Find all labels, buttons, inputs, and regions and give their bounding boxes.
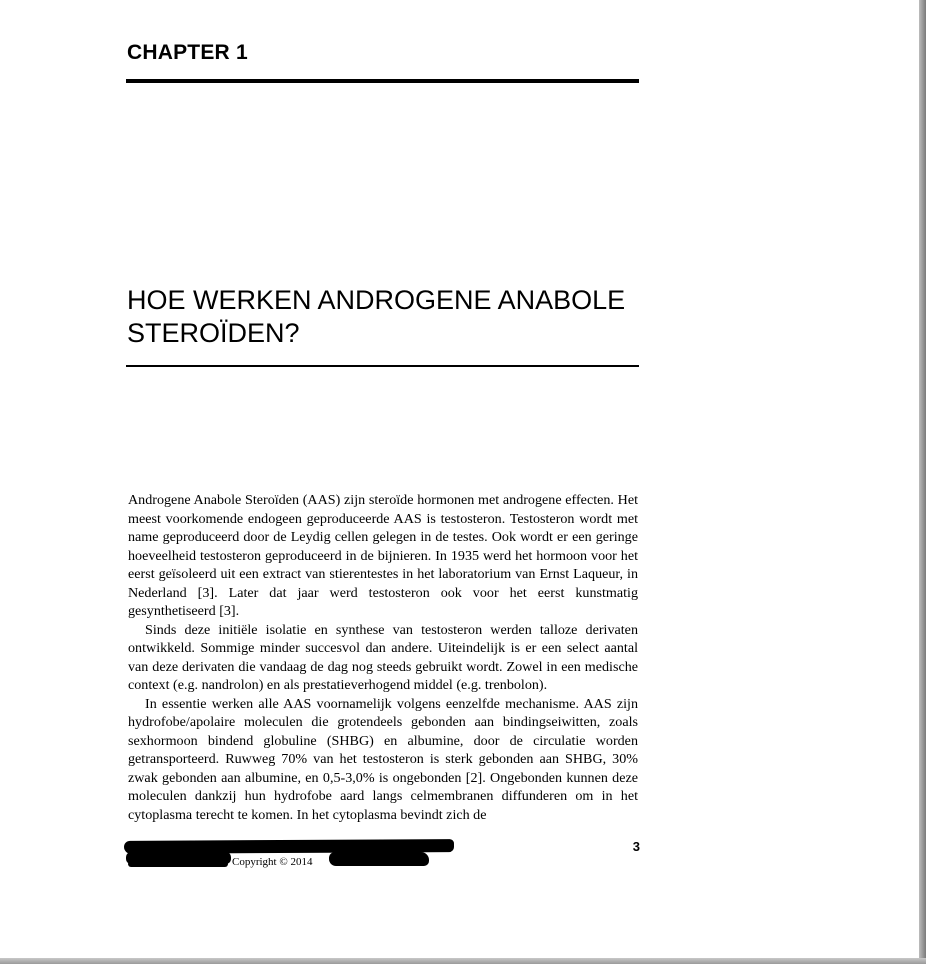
body-text <box>128 491 638 824</box>
copyright-notice: Copyright © 2014 <box>232 856 313 868</box>
chapter-title-line-2: STEROÏDEN? <box>127 318 300 348</box>
paragraph-3: In essentie werken alle AAS voornamelijk volgens eenzelfde mechanisme. AAS zijn hydrofobe/apolaire moleculen die grotendeels gebonden aan bindingseiwitten, zoals sexhormoon bindend globuline (SHBG) en albumine, door de circulatie worden getransporteerd. Ruwweg 70% van het testosteron is sterk gebonden aan SHBG, 30% zwak gebonden aan albumine, en 0,5-3,0% is ongebonden [2]. Ongebonden kunnen deze moleculen dankzij hun hydrofobe aard langs celmembranen diffunderen om in het cytoplasma terecht te komen. In het cytoplasma bevindt zich de <box>128 695 638 823</box>
page-footer <box>124 836 640 876</box>
redaction-mark <box>329 852 429 866</box>
redaction-mark <box>128 861 228 867</box>
page-number: 3 <box>632 839 640 854</box>
chapter-title <box>127 284 647 350</box>
title-rule <box>126 365 639 367</box>
chapter-rule <box>126 79 639 83</box>
viewer-bottom-edge <box>0 958 926 964</box>
viewer-right-edge <box>919 0 926 964</box>
chapter-title-line-1: HOE WERKEN ANDROGENE ANABOLE <box>127 285 626 315</box>
paragraph-1: Androgene Anabole Steroïden (AAS) zijn steroïde hormonen met androgene effecten. Het meest voorkomende endogeen geproduceerde AAS is testosteron. Testosteron wordt met name geproduceerd door de Leydig cellen gelegen in de testes. Ook wordt er een geringe hoeveelheid testosteron geproduceerd in de bijnieren. In 1935 werd het hormoon voor het eerst geïsoleerd uit een extract van stierentestes in het laboratorium van Ernst Laqueur, in Nederland [3]. Later dat jaar werd testosteron ook voor het eerst kunstmatig gesynthetiseerd [3]. <box>128 492 638 619</box>
chapter-label: CHAPTER 1 <box>127 41 248 64</box>
paragraph-2: Sinds deze initiële isolatie en synthese van testosteron werden talloze derivaten ontwikkeld. Sommige minder succesvol dan andere. Uiteindelijk is er een select aantal van deze derivaten die vandaag de dag nog steeds gebruikt wordt. Zowel in een medische context (e.g. nandrolon) en als prestatieverhogend middel (e.g. trenbolon). <box>128 621 638 693</box>
